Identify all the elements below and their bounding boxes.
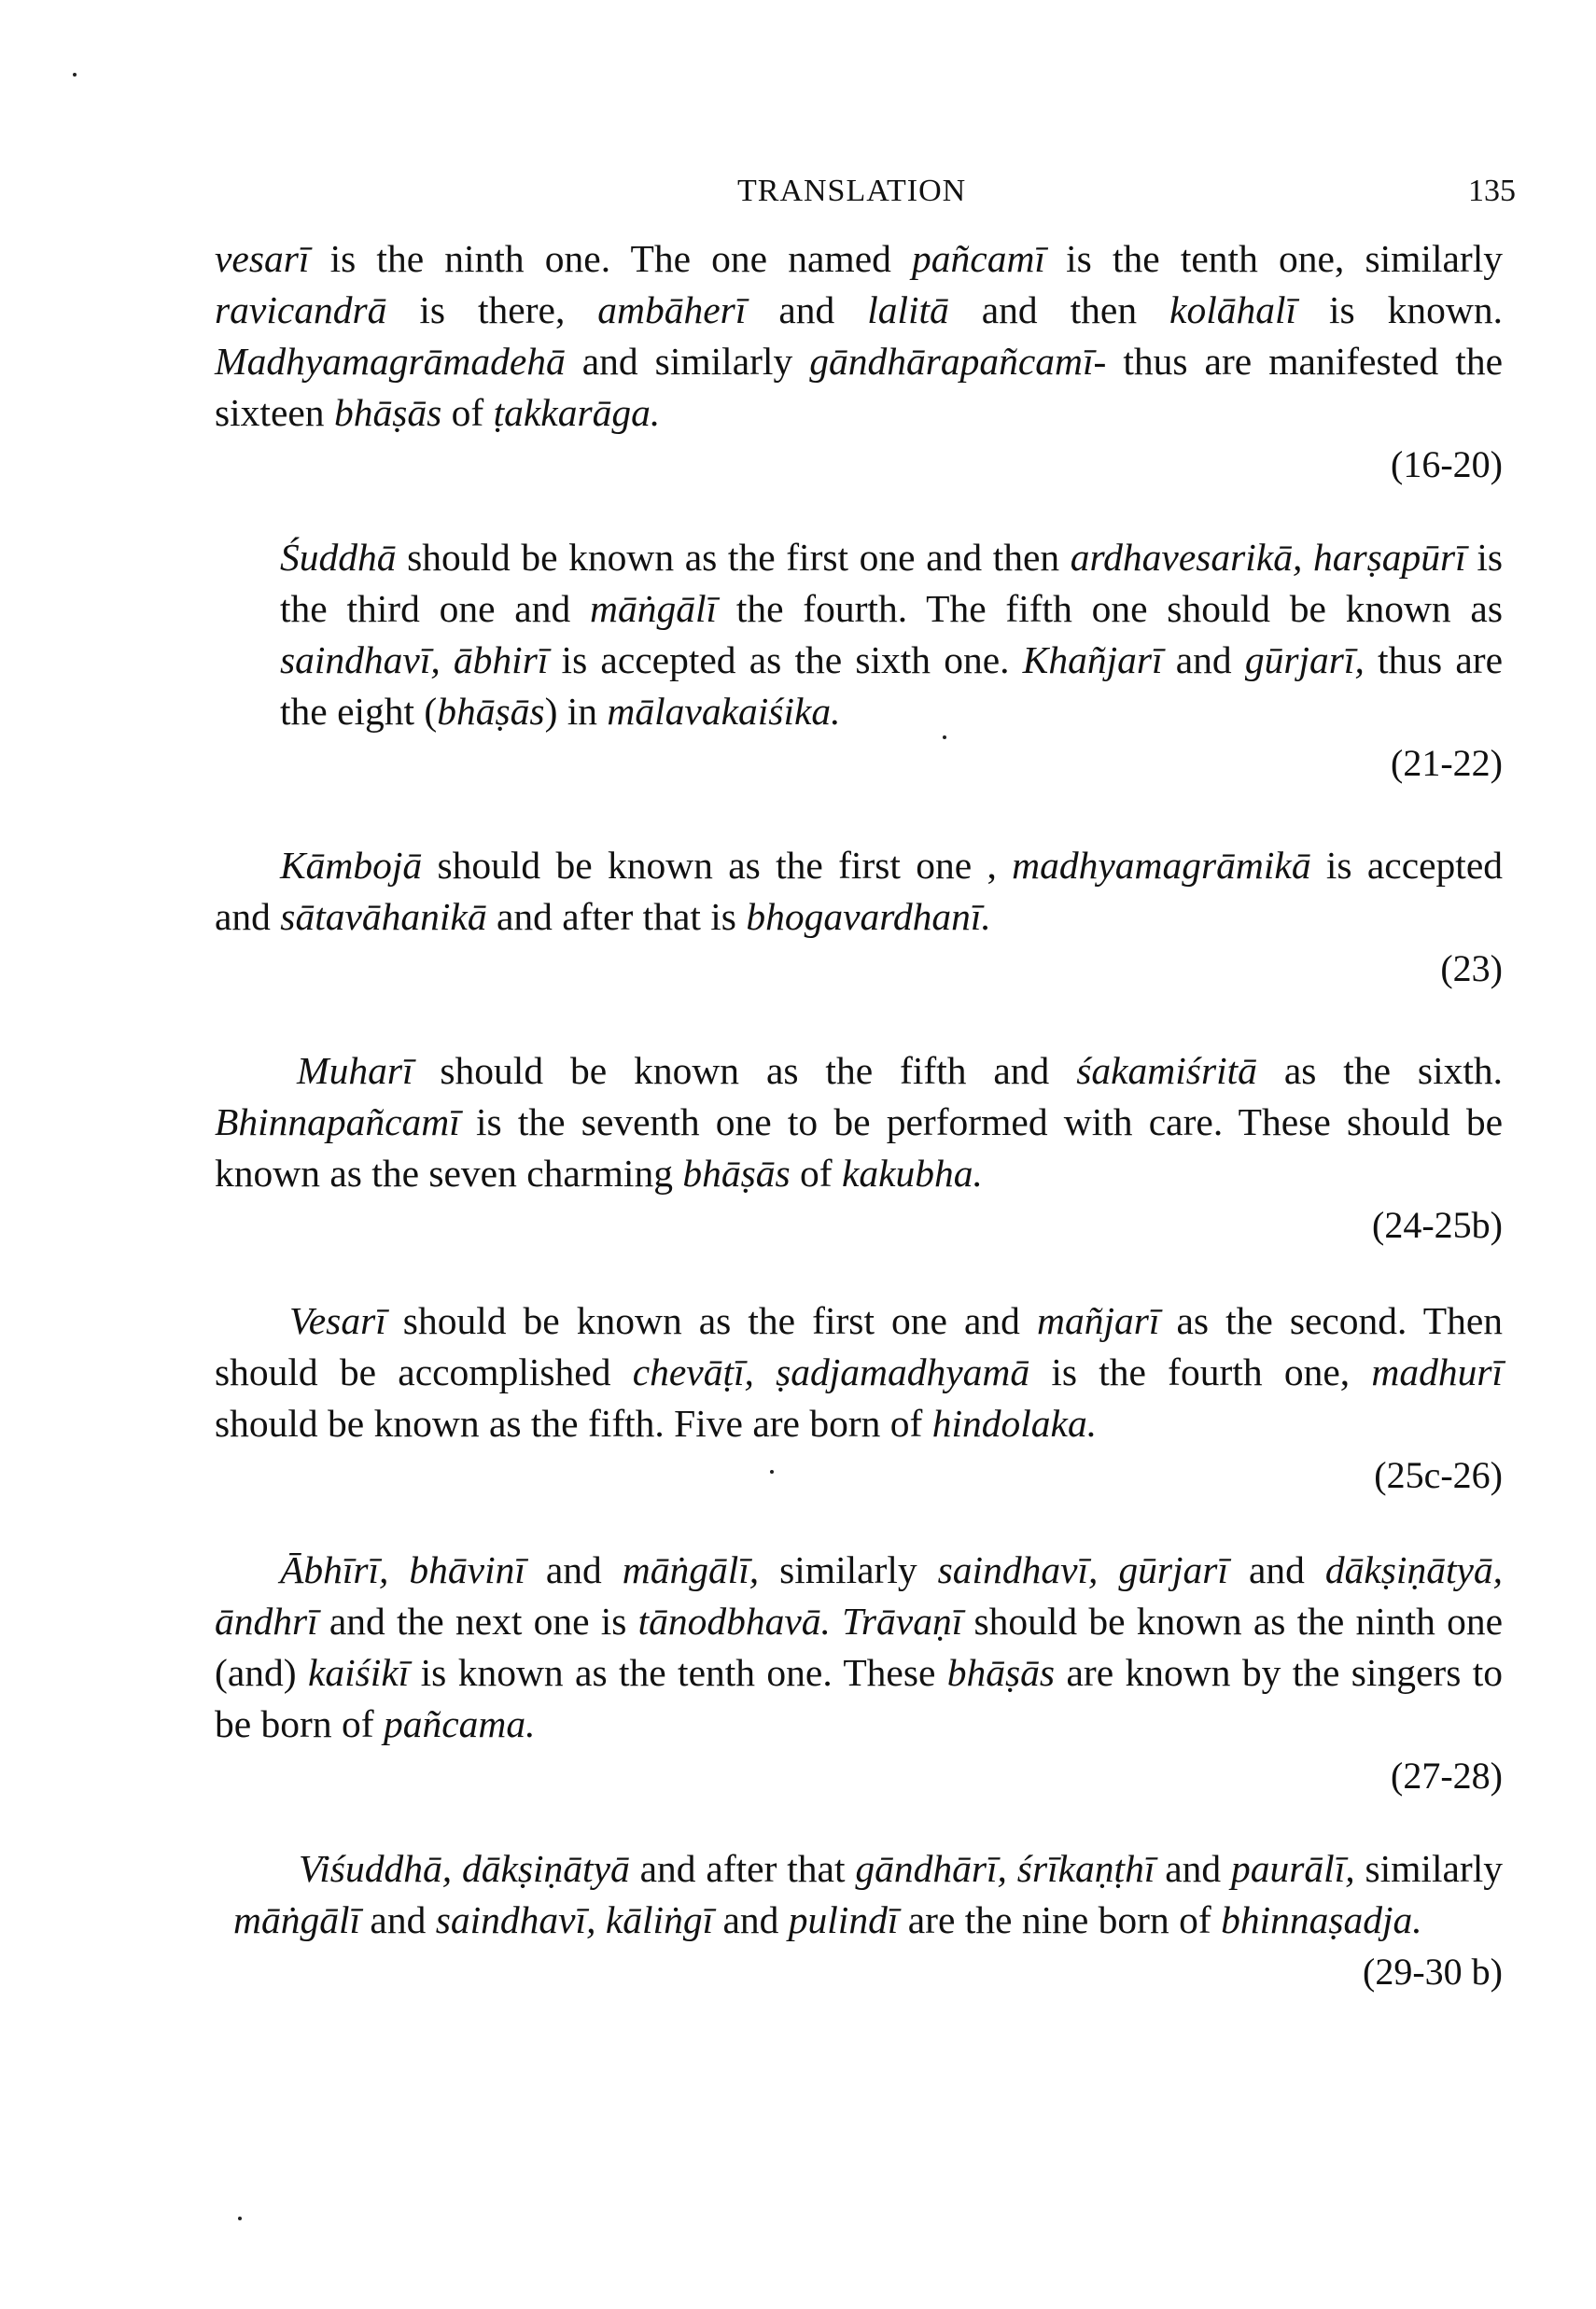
text-run: and after that xyxy=(629,1847,856,1890)
text-run: is the third one and xyxy=(280,536,1504,630)
page-number: 135 xyxy=(1468,174,1516,208)
text-run: as the sixth. xyxy=(1256,1049,1503,1092)
italic-term: kaiśikī xyxy=(307,1651,410,1694)
verse-reference: (24-25b) xyxy=(1372,1204,1503,1246)
text-run: and then xyxy=(948,288,1170,331)
verse-block xyxy=(215,840,1503,993)
italic-term: māṅgālī xyxy=(233,1898,361,1941)
verse-text xyxy=(215,1545,1503,1750)
print-speck xyxy=(73,73,77,77)
italic-term: gūrjarī, xyxy=(1244,638,1365,681)
text-run: is the fourth one, xyxy=(1029,1350,1372,1393)
text-run: as the second. Then should be accomplished xyxy=(215,1299,1504,1393)
text-run: is the seventh one to be performed with care. These should be known as the seven charming xyxy=(215,1100,1503,1195)
italic-term: Śuddhā xyxy=(280,536,397,579)
verse-text xyxy=(233,1843,1503,1946)
italic-term: ravicandrā xyxy=(215,288,387,331)
verse-text xyxy=(215,1295,1503,1449)
italic-term: hindolaka. xyxy=(931,1402,1098,1445)
verse-block xyxy=(215,1045,1503,1250)
text-run: and xyxy=(1155,1847,1232,1890)
text-run: are known by the singers to be born of xyxy=(215,1651,1503,1745)
text-run: should be known as the first one , xyxy=(422,844,1013,887)
text-run: and xyxy=(1227,1548,1325,1591)
italic-term: bhāṣās xyxy=(437,690,545,733)
text-run: and after that is xyxy=(486,895,747,938)
text-run: and the next one is xyxy=(317,1600,638,1643)
verse-block xyxy=(215,233,1503,489)
italic-term: bhinnaṣadja. xyxy=(1221,1898,1422,1941)
italic-term: tānodbhavā. Trāvaṇī xyxy=(637,1600,963,1643)
italic-term: madhyamagrāmikā xyxy=(1012,844,1311,887)
italic-term: chevāṭī, ṣadjamadhyamā xyxy=(632,1350,1030,1393)
italic-term: saindhavī, ābhirī xyxy=(280,638,549,681)
italic-term: saindhavī, gūrjarī xyxy=(937,1548,1228,1591)
verse-reference: (16-20) xyxy=(1391,443,1503,485)
italic-term: kakubha. xyxy=(841,1152,983,1195)
italic-term: kolāhalī xyxy=(1169,288,1297,331)
text-run: should be known as the first one and then xyxy=(396,536,1071,579)
italic-term: gāndhārī, śrīkaṇṭhī xyxy=(855,1847,1155,1890)
italic-term: Vesarī xyxy=(289,1299,386,1342)
italic-term: pañcamī xyxy=(912,237,1045,280)
text-run: of xyxy=(790,1152,842,1195)
italic-term: pulindī xyxy=(788,1898,899,1941)
italic-term: paurālī, xyxy=(1231,1847,1355,1890)
italic-term: bhāṣās xyxy=(946,1651,1056,1694)
italic-term: Khañjarī xyxy=(1022,638,1163,681)
verse-text xyxy=(215,840,1503,943)
text-run: - thus are manifested the sixteen xyxy=(215,340,1503,434)
page-header xyxy=(0,174,1596,220)
verse-reference: (21-22) xyxy=(1391,742,1503,784)
text-run: and xyxy=(360,1898,436,1941)
verse-reference: (29-30 b) xyxy=(1363,1951,1503,1993)
verse-text xyxy=(215,233,1503,439)
text-run: is accepted as the sixth one. xyxy=(548,638,1023,681)
text-run: of xyxy=(441,391,494,434)
text-run: should be known as the first one and xyxy=(385,1299,1037,1342)
italic-term: gāndhārapañcamī xyxy=(809,340,1094,383)
italic-term: bhāṣās xyxy=(333,391,442,434)
verse-block xyxy=(215,1295,1503,1500)
italic-term: madhurī xyxy=(1371,1350,1503,1393)
italic-term: Viśuddhā, dākṣiṇātyā xyxy=(299,1847,630,1890)
text-run: is known. xyxy=(1296,288,1503,331)
italic-term: lalitā xyxy=(867,288,949,331)
italic-term: ardhavesarikā, harṣapūrī xyxy=(1070,536,1466,579)
text-run: similarly xyxy=(1354,1847,1504,1890)
text-run: is the tenth one, similarly xyxy=(1044,237,1503,280)
italic-term: sātavāhanikā xyxy=(280,895,487,938)
italic-term: saindhavī, kāliṅgī xyxy=(435,1898,714,1941)
text-run: is accepted and xyxy=(215,844,1504,938)
text-run: should be known as the ninth one (and) xyxy=(215,1600,1503,1694)
text-run: should be known as the fifth and xyxy=(413,1049,1077,1092)
italic-term: Ābhīrī, bhāvinī xyxy=(280,1548,525,1591)
text-run: and xyxy=(1162,638,1245,681)
text-run: similarly xyxy=(759,1548,938,1591)
verse-reference: (25c-26) xyxy=(1374,1454,1503,1496)
text-run: the fourth. The fifth one should be known as xyxy=(717,587,1504,630)
text-run: is the ninth one. The one named xyxy=(309,237,913,280)
italic-term: ṭakkarāga. xyxy=(493,391,661,434)
italic-term: māṅgālī xyxy=(590,587,718,630)
italic-term: śakamiśritā xyxy=(1076,1049,1257,1092)
text-run: ) in xyxy=(544,690,608,733)
italic-term: vesarī xyxy=(215,237,310,280)
verse-text xyxy=(215,1045,1503,1199)
italic-term: ambāherī xyxy=(597,288,747,331)
text-run: and xyxy=(746,288,868,331)
verse-reference: (27-28) xyxy=(1391,1755,1503,1797)
text-run: thus are the eight ( xyxy=(280,638,1504,733)
italic-term: Muharī xyxy=(297,1049,413,1092)
verse-block xyxy=(280,532,1503,788)
italic-term: pañcama. xyxy=(383,1702,536,1745)
running-head: TRANSLATION xyxy=(737,174,967,208)
text-run: and similarly xyxy=(565,340,810,383)
text-run: and xyxy=(713,1898,789,1941)
italic-term: Bhinnapañcamī xyxy=(215,1100,460,1143)
text-run: are the nine born of xyxy=(898,1898,1222,1941)
verse-reference: (23) xyxy=(1440,947,1503,989)
italic-term: māṅgālī, xyxy=(622,1548,760,1591)
italic-term: bhāṣās xyxy=(682,1152,791,1195)
text-run: should be known as the fifth. Five are born of xyxy=(215,1402,932,1445)
text-run: is known as the tenth one. These xyxy=(409,1651,947,1694)
italic-term: Kāmbojā xyxy=(280,844,423,887)
verse-text xyxy=(280,532,1503,737)
verse-block xyxy=(233,1843,1503,1996)
italic-term: mālavakaiśika. xyxy=(607,690,841,733)
text-run: and xyxy=(525,1548,623,1591)
italic-term: bhogavardhanī. xyxy=(746,895,991,938)
verse-block xyxy=(215,1545,1503,1800)
italic-term: mañjarī xyxy=(1036,1299,1160,1342)
italic-term: dākṣiṇātyā, āndhrī xyxy=(215,1548,1504,1643)
italic-term: Madhyamagrāmadehā xyxy=(215,340,566,383)
print-speck xyxy=(238,2217,242,2220)
text-run: is there, xyxy=(386,288,598,331)
